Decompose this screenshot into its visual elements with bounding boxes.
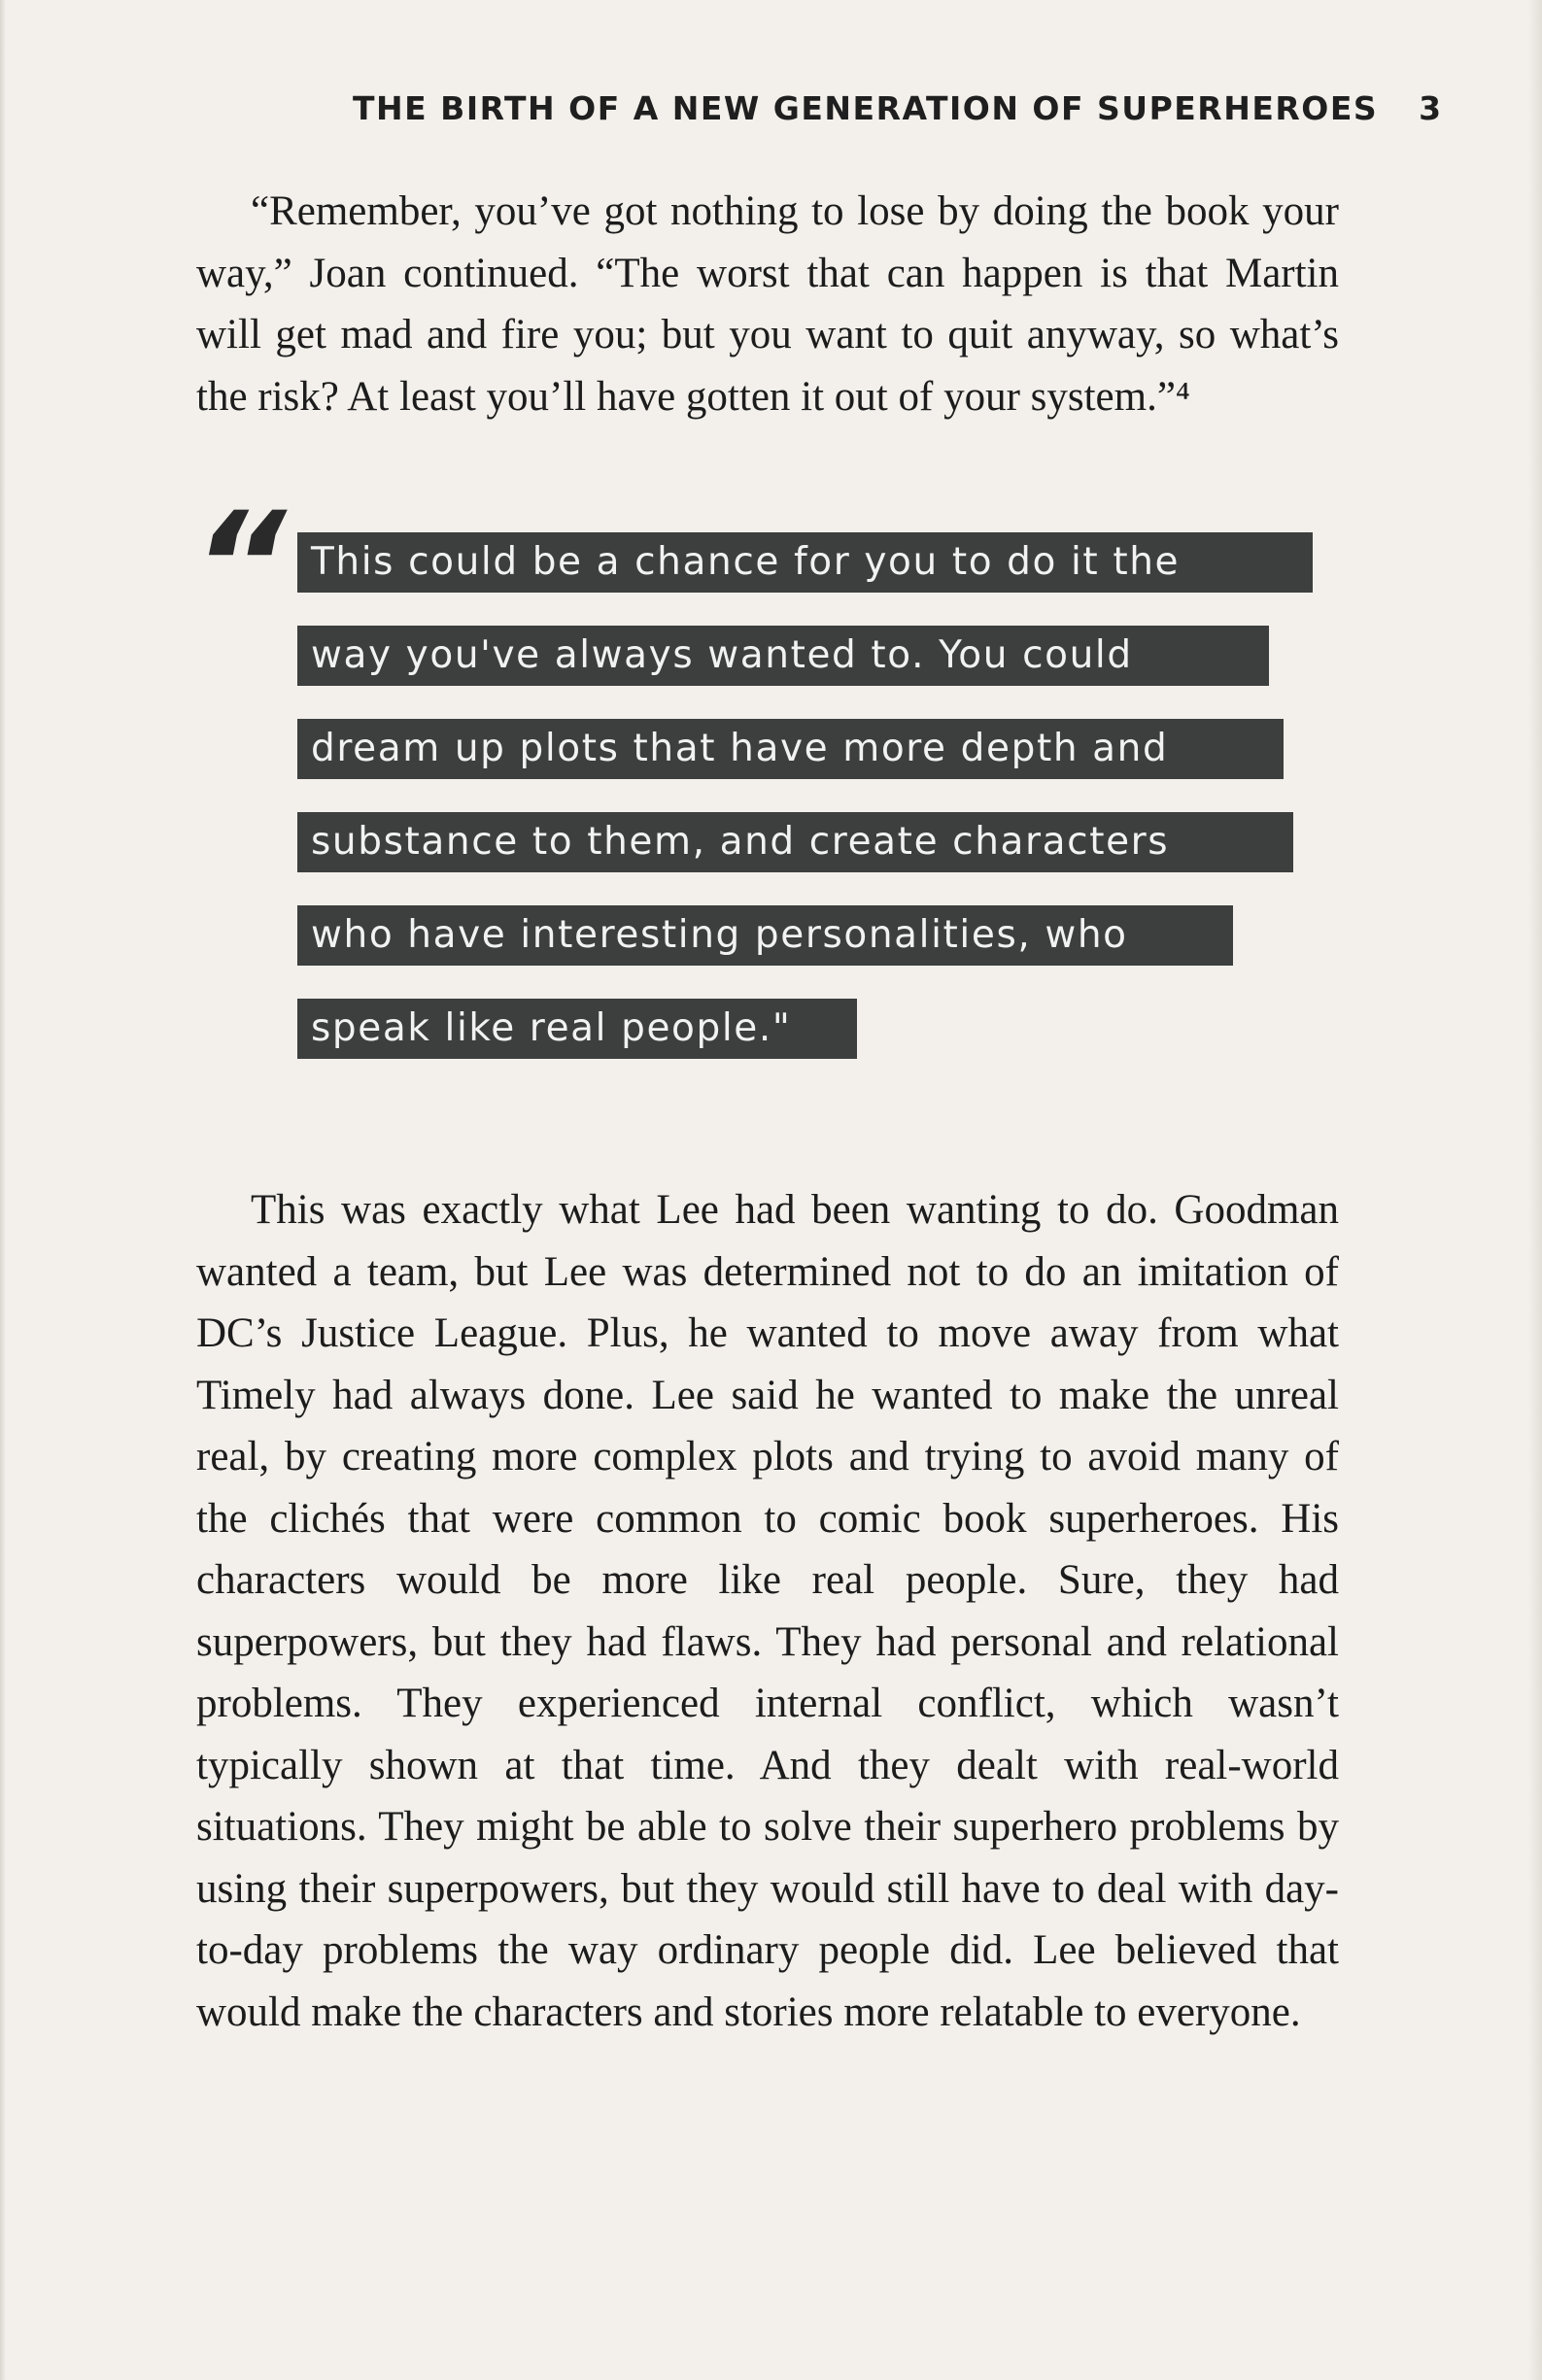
pull-quote-line: This could be a chance for you to do it the — [297, 532, 1313, 593]
page-number: 3 — [1419, 89, 1443, 127]
pull-quote-line: who have interesting personalities, who — [297, 905, 1233, 966]
pull-quote-line: way you've always wanted to. You could — [297, 626, 1269, 686]
running-head — [353, 89, 1443, 127]
open-quote-icon: “ — [192, 482, 275, 651]
paragraph-2: This was exactly what Lee had been wanting to do. Goodman wanted a team, but Lee was determined not to do an imitation of DC’s Justice League. Plus, he wanted to move away from what Timely had always done. Lee said he wanted to make the unreal real, by creating more complex plots and trying to avoid many of the clichés that were common to comic book superheroes. His characters would be more like real people. Sure, they had superpowers, but they had flaws. They had personal and relational problems. They experienced internal conflict, which wasn’t typically shown at that time. And they dealt with real-world situations. They might be able to solve their superhero problems by using their superpowers, but they would still have to deal with day-to-day problems the way ordinary people did. Lee believed that would make the characters and stories more relatable to everyone. — [196, 1187, 1339, 2035]
pull-quote-line: speak like real people." — [297, 999, 857, 1059]
scan-left-edge — [0, 0, 6, 2380]
scan-right-edge — [1528, 0, 1542, 2380]
pull-quote-line: substance to them, and create characters — [297, 812, 1293, 872]
paragraph-1: “Remember, you’ve got nothing to lose by doing the book your way,” Joan continued. “The worst that can happen is that Martin will get mad and fire you; but you want to quit anyway, so what’s the risk? At least you’ll have gotten it out of your system.”⁴ — [196, 188, 1339, 420]
pull-quote — [192, 482, 1358, 1076]
pull-quote-line: dream up plots that have more depth and — [297, 719, 1284, 779]
running-head-title: THE BIRTH OF A NEW GENERATION OF SUPERHEROES — [353, 89, 1379, 127]
